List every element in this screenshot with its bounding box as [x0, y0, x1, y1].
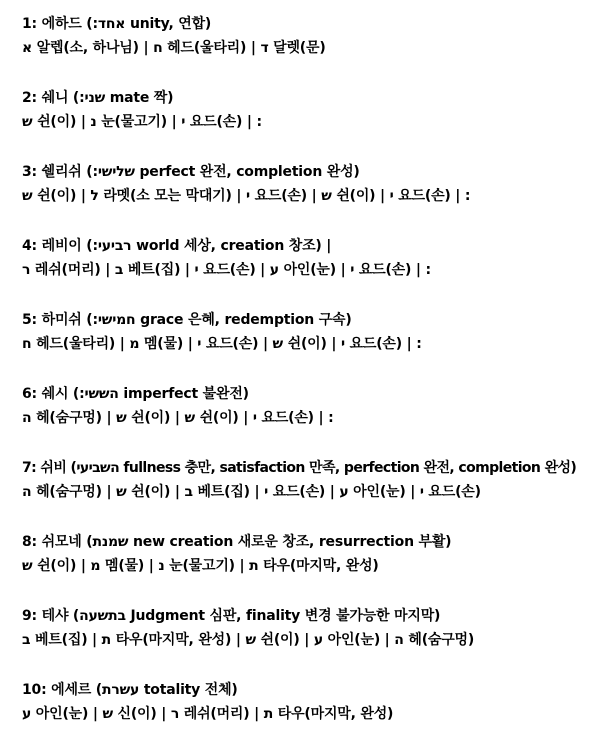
entry-letters: ה 헤(숨구멍) | ש 쉰(이) | ב 베트(집) | י 요드(손) | ע 아인(눈) | י 요드(손): [22, 484, 481, 500]
entry-letters: ש 쉰(이) | ל 라멧(소 모는 막대기) | י 요드(손) | ש 쉰(이) | י 요드(손) | :: [22, 188, 471, 204]
entry-letters: ש 쉰(이) | נ 눈(물고기) | י 요드(손) | :: [22, 114, 262, 130]
number-meanings-document: [22, 12, 607, 752]
entry-heading: 1: 에하드 (:אחד unity, 연합): [22, 16, 212, 32]
entry-3: [22, 160, 607, 208]
entry-letters: ע 아인(눈) | ש 신(이) | ר 레쉬(머리) | ת 타우(마지막, 완성): [22, 706, 394, 722]
entry-10: [22, 678, 607, 726]
entry-2: [22, 86, 607, 134]
entry-heading: 3: 쉘리쉬 (:שלישי perfect 완전, completion 완성): [22, 164, 360, 180]
entry-letters: א 알렙(소, 하나님) | ח 헤드(울타리) | ד 달렛(문): [22, 40, 326, 56]
entry-heading: 6: 쉐시 (:הששי imperfect 불완전): [22, 386, 249, 402]
entry-heading: 5: 하미쉬 (:חמישי grace 은혜, redemption 구속): [22, 312, 352, 328]
entry-heading: 7: 쉬비 (השביעי fullness 충만, satisfaction 만족, perfection 완전, completion 완성): [22, 460, 577, 476]
entry-4: [22, 234, 607, 282]
entry-5: [22, 308, 607, 356]
entry-letters: ר 레쉬(머리) | ב 베트(집) | י 요드(손) | ע 아인(눈) | י 요드(손) | :: [22, 262, 431, 278]
entry-letters: ש 쉰(이) | מ 멤(물) | נ 눈(물고기) | ת 타우(마지막, 완성): [22, 558, 379, 574]
entry-1: [22, 12, 607, 60]
entry-letters: ח 헤드(울타리) | מ 멤(물) | י 요드(손) | ש 쉰(이) | י 요드(손) | :: [22, 336, 422, 352]
entry-7: [22, 456, 607, 504]
entry-heading: 10: 에세르 (עשרת totality 전체): [22, 682, 238, 698]
entry-heading: 4: 레비이 (:רביעי world 세상, creation 창조) |: [22, 238, 332, 254]
entry-6: [22, 382, 607, 430]
entry-8: [22, 530, 607, 578]
entry-letters: ה 헤(숨구멍) | ש 쉰(이) | ש 쉰(이) | י 요드(손) | :: [22, 410, 334, 426]
entry-letters: ב 베트(집) | ת 타우(마지막, 완성) | ש 쉰(이) | ע 아인(눈) | ה 헤(숨구멍): [22, 632, 475, 648]
entry-heading: 9: 테샤 (בתשעה Judgment 심판, finality 변경 불가능한 마지막): [22, 608, 441, 624]
entry-9: [22, 604, 607, 652]
entry-heading: 8: 쉬모네 (שמנת new creation 새로운 창조, resurrection 부활): [22, 534, 452, 550]
entry-heading: 2: 쉐니 (:שני mate 짝): [22, 90, 174, 106]
